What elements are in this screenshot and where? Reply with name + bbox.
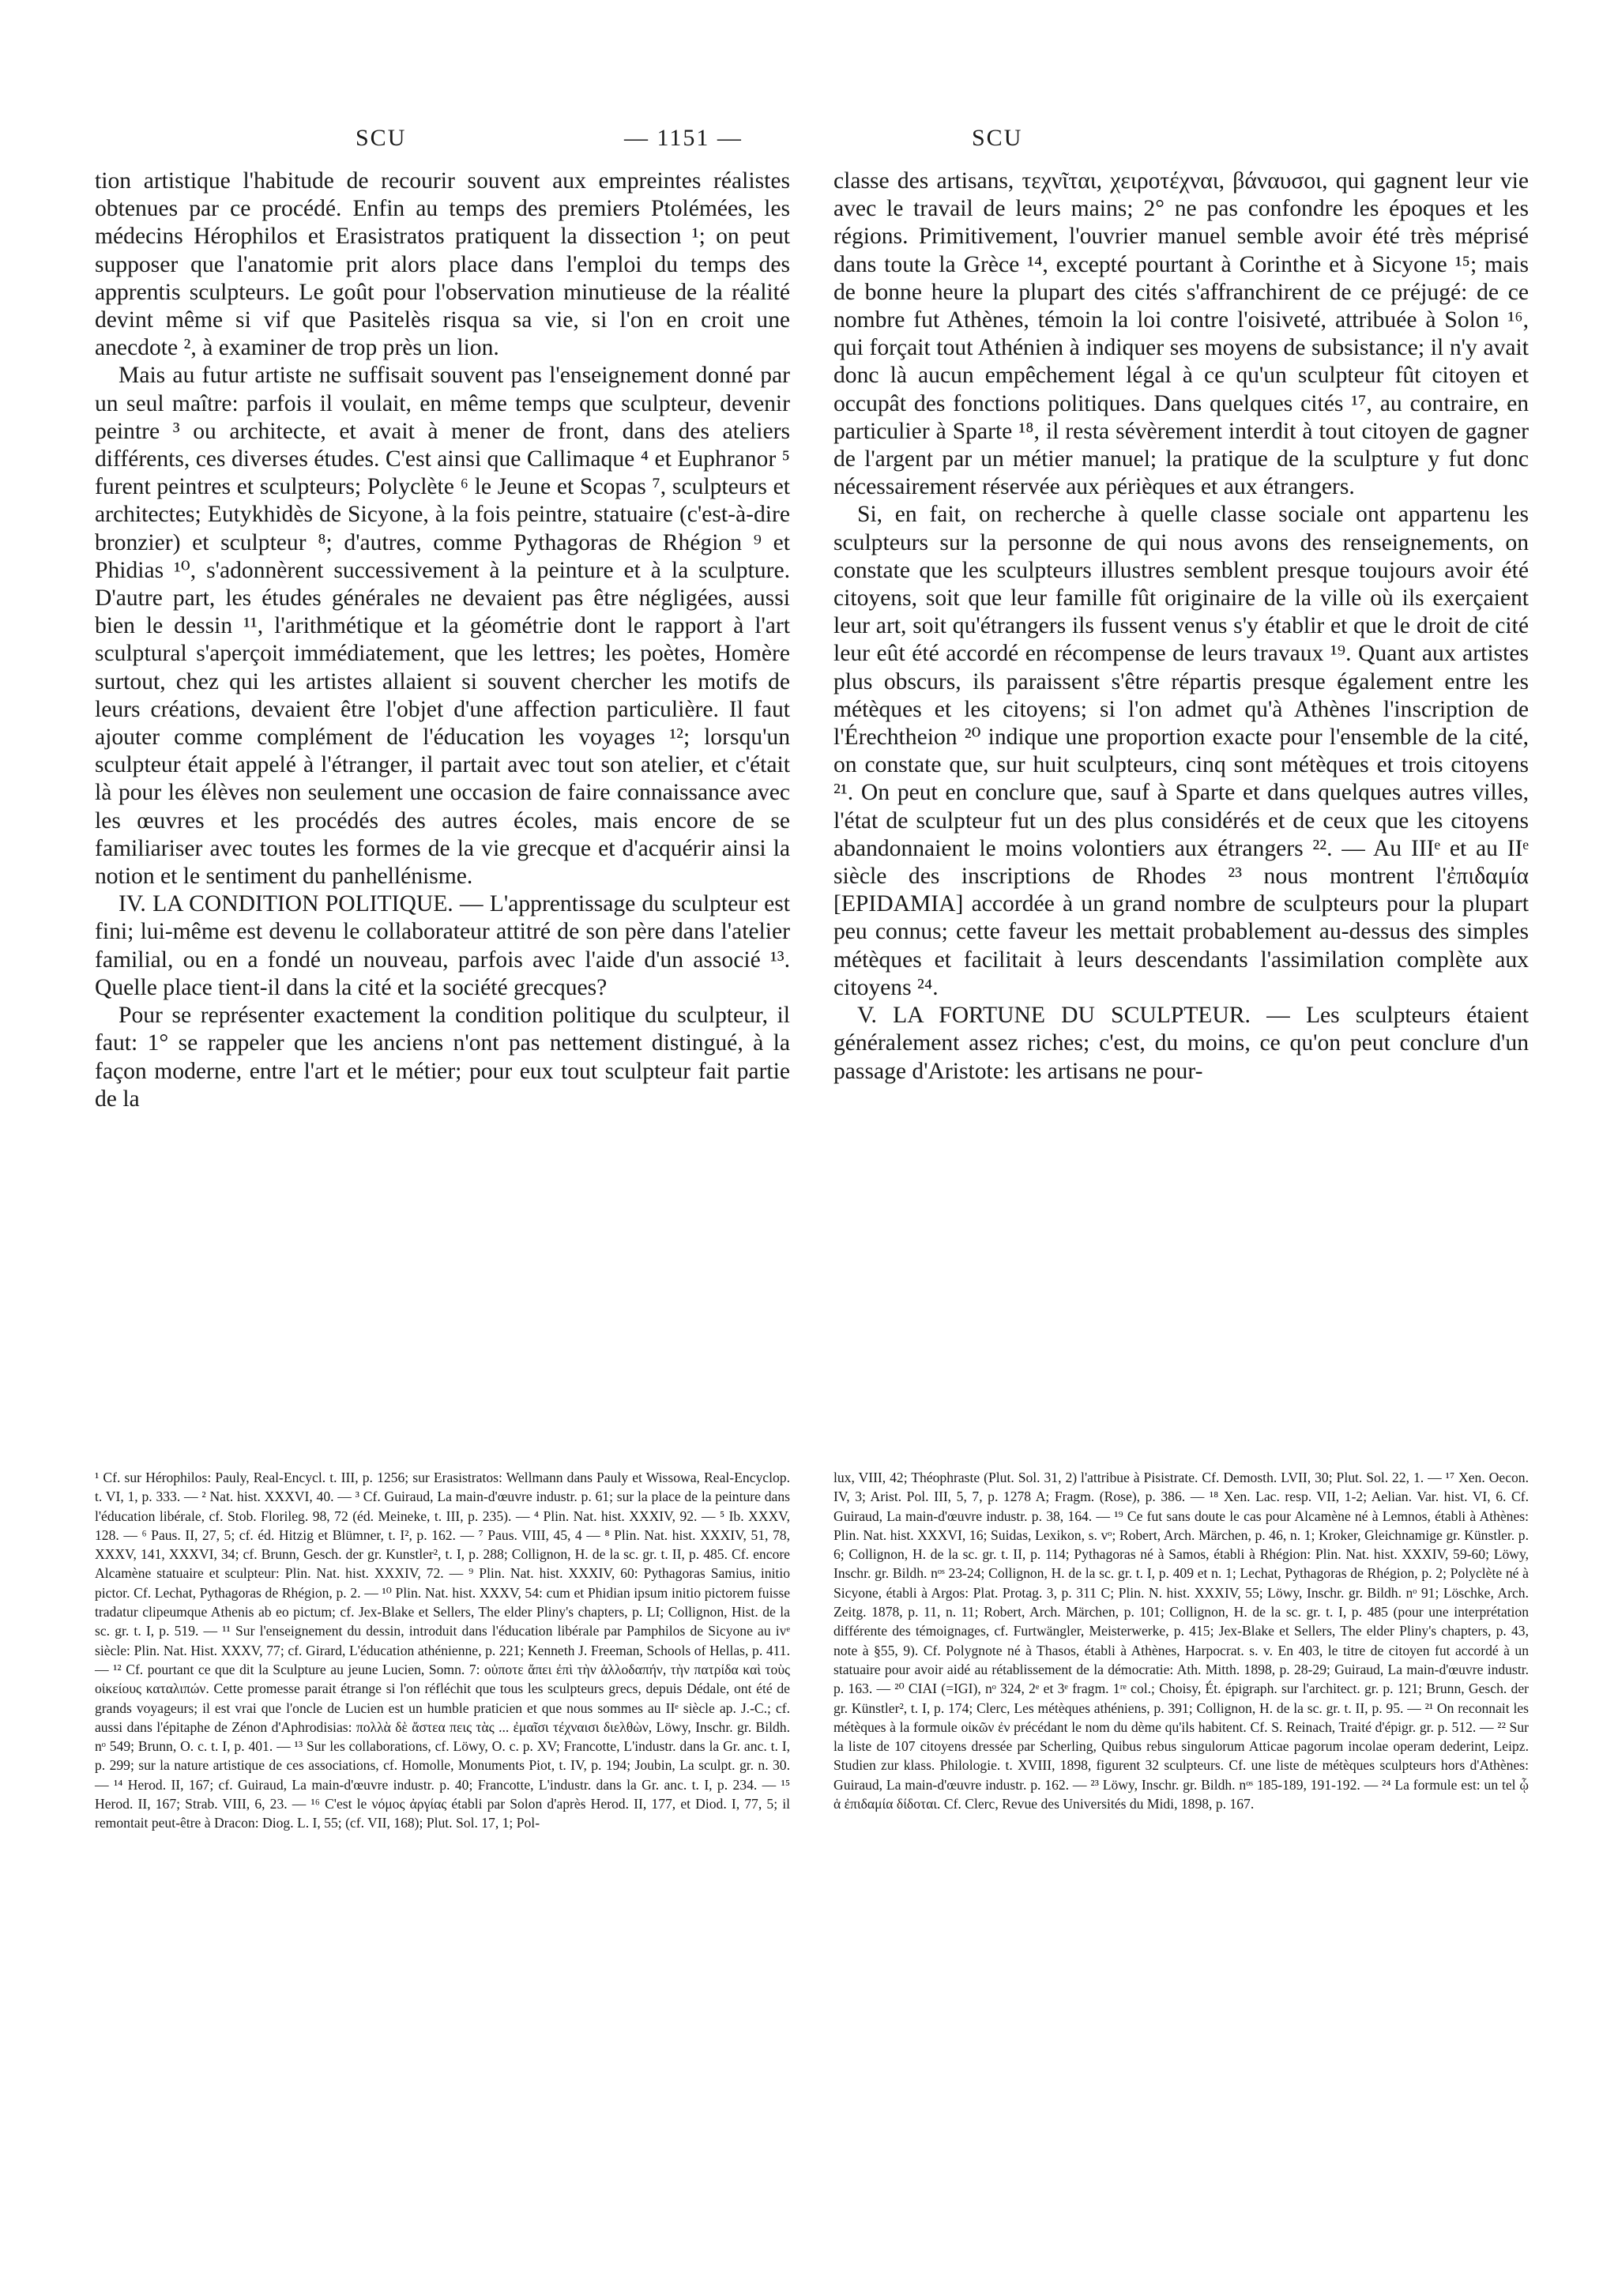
paragraph: Mais au futur artiste ne suffisait souvent pas l'enseignement donné par un seul maître: parfois il voulait, en même temps que sculpteur, devenir peintre ³ ou architecte, et avait à mener de front, dans des ateliers différents, ces diverses études. C'est ainsi que Callimaque ⁴ et Euphranor ⁵ furent peintres et sculpteurs; Polyclète ⁶ le Jeune et Scopas ⁷, sculpteurs et architectes; Eutykhidès de Sicyone, à la fois peintre, statuaire (c'est-à-dire bronzier) et sculpteur ⁸; d'autres, comme Pythagoras de Rhégion ⁹ et Phidias ¹⁰, s'adonnèrent successivement à la peinture et à la sculpture. D'autre part, les études générales ne devaient pas être négligées, aussi bien le dessin ¹¹, l'arithmétique et la géométrie dont le rapport à l'art sculptural s'aperçoit immédiatement, que les lettres; les poètes, Homère surtout, chez qui les artistes allaient si souvent chercher les motifs de leurs créations, devaient être l'objet d'une affection particulière. Il faut ajouter comme complément de l'éducation les voyages ¹²; lorsqu'un sculpteur était appelé à l'étranger, il partait avec tout son atelier, et c'était là pour les élèves non seulement une occasion de faire connaissance avec les œuvres et les procédés des autres écoles, mais encore de se familiariser avec toutes les formes de la vie grecque et d'acquérir ainsi la notion et le sentiment du panhellénisme. bbox=[95, 363, 790, 890]
header-left: SCU bbox=[356, 125, 407, 151]
footnote-block: lux, VIII, 42; Théophraste (Plut. Sol. 31, 2) l'attribue à Pisistrate. Cf. Demosth. LVII, 30; Plut. Sol. 22, 1. — ¹⁷ Xen. Oecon. IV, 3; Arist. Pol. III, 5, 7, p. 1278 A; Fragm. (Rose), p. 386. — ¹⁸ Xen. Lac. resp. VII, 1-2; Aelian. Var. hist. VI, 6. Cf. Guiraud, La main-d'œuvre industr. p. 38, 164. — ¹⁹ Ce fut sans doute le cas pour Alcamène né à Lemnos, établi à Athènes: Plin. Nat. hist. XXXVI, 16; Suidas, Lexikon, s. vᵒ; Robert, Arch. Märchen, p. 46, n. 1; Kroker, Gleichnamige gr. Künstler. p. 6; Collignon, H. de la sc. gr. t. II, p. 114; Pythagoras né à Samos, établi à Rhégion: Plin. Nat. hist. XXXIV, 59-60; Löwy, Inschr. gr. Bildh. nᵒˢ 23-24; Collignon, H. de la sc. gr. t. I, p. 409 et n. 1; Lechat, Pythagoras de Rhégion, p. 2; Polyclète né à Sicyone, établi à Argos: Plat. Protag. 3, p. 311 C; Plin. N. hist. XXXIV, 55; Löwy, Inschr. gr. Bildh. nᵒ 91; Löschke, Arch. Zeitg. 1878, p. 11, n. 11; Robert, Arch. Märchen, p. 101; Collignon, H. de la sc. gr. t. I, p. 485 (pour une interprétation différente des témoignages, cf. Furtwängler, Meisterwerke, p. 415; Jex-Blake et Sellers, The elder Pliny's chapters, p. 43, note à §55, 9). Cf. Polygnote né à Thasos, établi à Athènes, Harpocrat. s. v. En 403, le titre de citoyen fut accordé à un statuaire pour avoir aidé au rétablissement de la démocratie: Ath. Mitth. 1898, p. 28-29; Guiraud, La main-d'œuvre industr. p. 163. — ²⁰ CIAI (=IGI), nᵒ 324, 2ᵉ et 3ᵉ fragm. 1ʳᵉ col.; Choisy, Ét. épigraph. sur l'architect. gr. p. 121; Brunn, Gesch. der gr. Künstler², t. I, p. 174; Clerc, Les métèques athéniens, p. 391; Collignon, H. de la sc. gr. t. II, p. 95. — ²¹ On reconnait les métèques à la formule οἰκῶν ἐν précédant le nom du dème qu'ils habitent. Cf. S. Reinach, Traité d'épigr. gr. p. 512. — ²² Sur la liste de 107 citoyens dressée par Scherling, Quibus rebus singulorum Atticae pagorum incolae operam dederint, Leipz. Studien zur klass. Philologie. t. XVIII, 1898, figurent 32 sculpteurs. Cf. une liste de métèques sculpteurs hors d'Athènes: Guiraud, La main-d'œuvre industr. p. 162. — ²³ Löwy, Inschr. gr. Bildh. nᵒˢ 185-189, 191-192. — ²⁴ La formule est: un tel ᾧ ἁ ἐπιδαμία δίδοται. Cf. Clerc, Revue des Universités du Midi, 1898, p. 167. bbox=[833, 1470, 1529, 1812]
paragraph: tion artistique l'habitude de recourir souvent aux empreintes réalistes obtenues par ce procédé. Enfin au temps des premiers Ptolémées, les médecins Hérophilos et Erasistratos pratiquent la dissection ¹; on peut supposer que l'anatomie prit alors place dans l'emploi du temps des apprentis sculpteurs. Le goût pour l'observation minutieuse de la réalité devint même si vif que Pasitelès risqua sa vie, si l'on en croit une anecdote ², à examiner de trop près un lion. bbox=[95, 168, 790, 361]
section-heading-paragraph: V. LA FORTUNE DU SCULPTEUR. — Les sculpteurs étaient généralement assez riches; c'est, du moins, ce qu'on peut conclure d'un passage d'Aristote: les artisans ne pour- bbox=[833, 1003, 1529, 1084]
paragraph: classe des artisans, τεχνῖται, χειροτέχναι, βάναυσοι, qui gagnent leur vie avec le travail de leurs mains; 2° ne pas confondre les époques et les régions. Primitivement, l'ouvrier manuel semble avoir été très méprisé dans toute la Grèce ¹⁴, excepté pourtant à Corinthe et à Sicyone ¹⁵; mais de bonne heure la plupart des cités s'affranchirent de ce préjugé: de ce nombre fut Athènes, témoin la loi contre l'oisiveté, attribuée à Solon ¹⁶, qui forçait tout Athénien à indiquer ses moyens de subsistance; il n'y avait donc là aucun empêchement légal à ce qu'un sculpteur fût citoyen et occupât des fonctions politiques. Dans quelques cités ¹⁷, au contraire, en particulier à Sparte ¹⁸, il resta sévèrement interdit à tout citoyen de gagner de l'argent par un métier manuel; la pratique de la sculpture y fut donc nécessairement réservée aux périèques et aux étrangers. bbox=[833, 168, 1529, 500]
paragraph: Si, en fait, on recherche à quelle classe sociale ont appartenu les sculpteurs sur la personne de qui nous avons des renseignements, on constate que les sculpteurs illustres semblent presque toujours avoir été citoyens, soit que leur famille fût originaire de la ville où ils exerçaient leur art, soit qu'étrangers ils fussent venus s'y établir et que le droit de cité leur eût été accordé en récompense de leurs travaux ¹⁹. Quant aux artistes plus obscurs, ils paraissent s'être répartis presque également entre les métèques et les citoyens; si l'on admet qu'à Athènes l'inscription de l'Érechtheion ²⁰ indique une proportion exacte pour l'ensemble de la cité, on constate que, sur huit sculpteurs, cinq sont métèques et trois citoyens ²¹. On peut en conclure que, sauf à Sparte et dans quelques autres villes, l'état de sculpteur fut un des plus considérés et de ceux que les citoyens abandonnaient le moins volontiers aux étrangers ²². — Au IIIᵉ et au IIᵉ siècle des inscriptions de Rhodes ²³ nous montrent l'ἐπιδαμία [EPIDAMIA] accordée à un grand nombre de sculpteurs pour la plupart peu connus; cette faveur les mettait probablement au-dessus des simples métèques et facilitait à leurs descendants l'assimilation complète aux citoyens ²⁴. bbox=[833, 502, 1529, 1000]
paragraph: Pour se représenter exactement la condition politique du sculpteur, il faut: 1° se rappeler que les anciens n'ont pas nettement distingué, à la façon moderne, entre l'art et le métier; pour eux tout sculpteur fait partie de la bbox=[95, 1003, 790, 1112]
running-header bbox=[0, 125, 1618, 164]
footnote-block: ¹ Cf. sur Hérophilos: Pauly, Real-Encycl. t. III, p. 1256; sur Erasistratos: Wellmann dans Pauly et Wissowa, Real-Encyclop. t. VI, 1, p. 333. — ² Nat. hist. XXXVI, 40. — ³ Cf. Guiraud, La main-d'œuvre industr. p. 61; sur la place de la peinture dans l'éducation libérale, cf. Stob. Florileg. 98, 72 (éd. Meineke, t. III, p. 235). — ⁴ Plin. Nat. hist. XXXIV, 92. — ⁵ Ib. XXXV, 128. — ⁶ Paus. II, 27, 5; cf. éd. Hitzig et Blümner, t. I², p. 162. — ⁷ Paus. VIII, 45, 4 — ⁸ Plin. Nat. hist. XXXIV, 51, 78, XXXV, 141, XXXVI, 34; cf. Brunn, Gesch. der gr. Kunstler², t. I, p. 288; Collignon, H. de la sc. gr. t. II, p. 485. Cf. encore Alcamène statuaire et sculpteur: Plin. Nat. hist. XXXIV, 72. — ⁹ Plin. Nat. hist. XXXIV, 60: Pythagoras Samius, initio pictor. Cf. Lechat, Pythagoras de Rhégion, p. 2. — ¹⁰ Plin. Nat. hist. XXXV, 54: cum et Phidian ipsum initio pictorem fuisse tradatur clipeumque Athenis ab eo pictum; cf. Jex-Blake et Sellers, The elder Pliny's chapters, p. LI; Collignon, Hist. de la sc. gr. t. I, p. 519. — ¹¹ Sur l'enseignement du dessin, introduit dans l'éducation libérale par Pamphilos de Sicyone au ivᵉ siècle: Plin. Nat. Hist. XXXV, 77; cf. Girard, L'éducation athénienne, p. 221; Kenneth J. Freeman, Schools of Hellas, p. 411. — ¹² Cf. pourtant ce que dit la Sculpture au jeune Lucien, Somn. 7: οὐποτε ἄπει ἐπὶ τὴν ἀλλοδαπήν, τὴν πατρίδα καὶ τοὺς οἰκείους καταλιπών. Cette promesse parait étrange si l'on réfléchit que tous les sculpteurs grecs, depuis Dédale, ont été de grands voyageurs; il est vrai que l'oncle de Lucien est un humble praticien et que nous sommes au IIᵉ siècle ap. J.-C.; cf. aussi dans l'épitaphe de Zénon d'Aphrodisias: πολλὰ δὲ ἄστεα πεις τὰς ... ἐμαῖσι τέχναισι διελθὼν, Löwy, Inschr. gr. Bildh. nᵒ 549; Brunn, O. c. t. I, p. 401. — ¹³ Sur les collaborations, cf. Löwy, O. c. p. XV; Francotte, L'industr. dans la Gr. anc. t. I, p. 299; sur la nature artistique de ces associations, cf. Homolle, Monuments Piot, t. IV, p. 194; Joubin, La sculpt. gr. n. 30. — ¹⁴ Herod. II, 167; cf. Guiraud, La main-d'œuvre industr. p. 40; Francotte, L'industr. dans la Gr. anc. t. I, p. 234. — ¹⁵ Herod. II, 167; Strab. VIII, 6, 23. — ¹⁶ C'est le νόμος ἀργίας établi par Solon d'après Herod. II, 177, et Diod. I, 77, 5; il remontait peut-être à Dracon: Diog. L. I, 55; (cf. VII, 168); Plut. Sol. 17, 1; Pol- bbox=[95, 1470, 790, 1831]
footnotes-left bbox=[95, 1468, 790, 1833]
left-column bbox=[95, 167, 790, 1113]
right-column bbox=[833, 167, 1529, 1086]
section-heading-paragraph: IV. LA CONDITION POLITIQUE. — L'apprentissage du sculpteur est fini; lui-même est devenu le collaborateur attitré de son père dans l'atelier familial, ou en a fondé un nouveau, parfois avec l'aide d'un associé ¹³. Quelle place tient-il dans la cité et la société grecques? bbox=[95, 891, 790, 1000]
header-right: SCU bbox=[972, 125, 1023, 151]
page-number: — 1151 — bbox=[624, 125, 743, 151]
footnotes-right bbox=[833, 1468, 1529, 1813]
